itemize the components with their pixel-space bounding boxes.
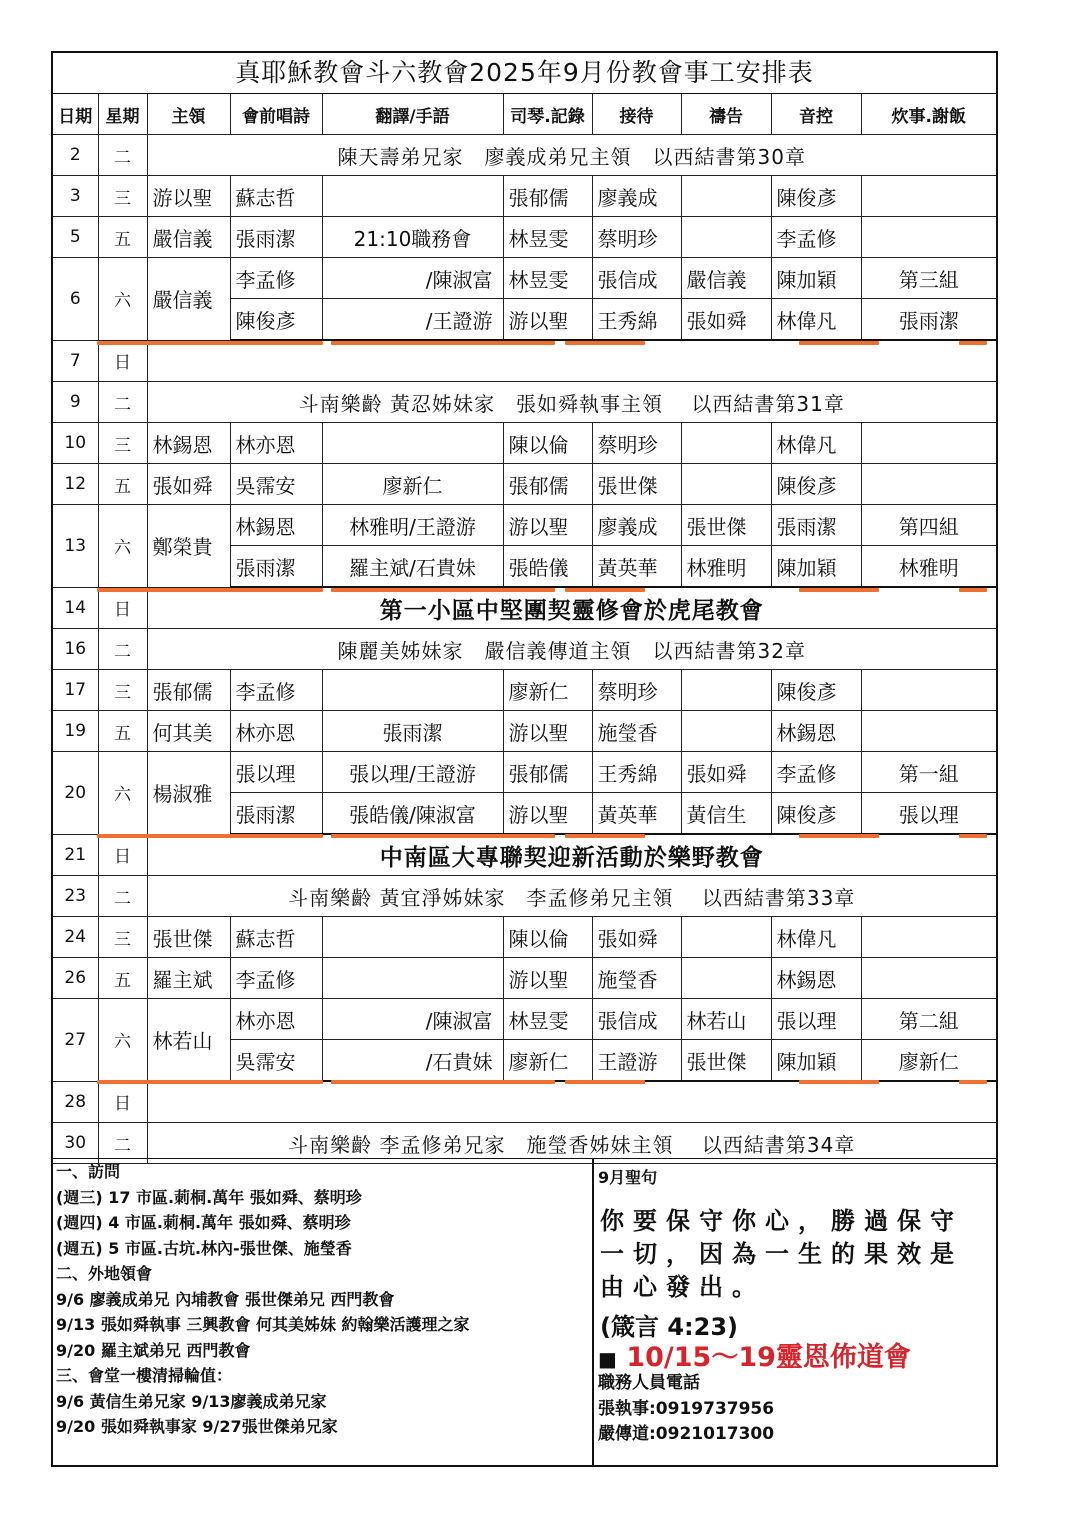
table-row xyxy=(53,1081,996,1123)
usher-cell: 蔡明珍 xyxy=(592,670,681,711)
staff-phone: 嚴傳道:0921017300 xyxy=(598,1424,775,1444)
usher-cell: 施瑩香 xyxy=(592,958,681,999)
table-row xyxy=(53,135,996,176)
table-header-row xyxy=(53,94,996,135)
header-usher: 接待 xyxy=(592,94,681,135)
verse-heading: 9月聖句 xyxy=(598,1168,658,1187)
accent-line xyxy=(959,588,987,592)
accent-line xyxy=(97,834,323,838)
prayer-cell: 林雅明 xyxy=(681,546,771,588)
prayer-cell xyxy=(681,958,771,999)
accent-line xyxy=(97,1080,323,1084)
table-row xyxy=(53,876,996,917)
day-cell: 28 xyxy=(53,1081,98,1123)
leader-cell: 張郁儒 xyxy=(147,670,230,711)
translation-cell: /陳淑富 xyxy=(322,258,503,299)
schedule-table xyxy=(53,94,996,1164)
leader-cell: 何其美 xyxy=(147,711,230,752)
staff-contacts xyxy=(598,1371,774,1448)
meeting-banner: 斗南樂齡 黃宜淨姊妹家 李孟修弟兄主領 以西結書第33章 xyxy=(147,876,996,917)
translation-cell xyxy=(322,423,503,464)
translation-cell: 羅主斌/石貴妹 xyxy=(322,546,503,588)
weekday-cell: 日 xyxy=(98,1081,147,1123)
header-hymn: 會前唱詩 xyxy=(230,94,322,135)
note-line: 9/13 張如舜執事 三興教會 何其美姊妹 約翰樂活護理之家 xyxy=(56,1315,470,1334)
prayer-cell: 張世傑 xyxy=(681,1040,771,1082)
table-row xyxy=(53,958,996,999)
day-cell: 5 xyxy=(53,217,98,258)
translation-cell: 21:10職務會 xyxy=(322,217,503,258)
organ-cell: 游以聖 xyxy=(503,505,592,546)
weekday-cell: 六 xyxy=(98,505,147,588)
usher-cell: 張信成 xyxy=(592,999,681,1040)
sound-cell: 李孟修 xyxy=(771,217,861,258)
weekday-cell: 日 xyxy=(98,834,147,876)
verse-reference: (箴言 4:23) xyxy=(600,1313,738,1341)
notes-heading: 二、外地領會 xyxy=(56,1264,153,1283)
meal-cell: 張雨潔 xyxy=(861,299,996,341)
translation-cell: 張皓儀/陳淑富 xyxy=(322,793,503,835)
verse-panel xyxy=(592,1159,998,1466)
translation-cell: /石貴妹 xyxy=(322,1040,503,1082)
note-line: (週四) 4 市區.莿桐.萬年 張如舜、蔡明珍 xyxy=(56,1213,351,1232)
meal-cell: 廖新仁 xyxy=(861,1040,996,1082)
weekday-cell: 二 xyxy=(98,135,147,176)
revival-text: 10/15～19靈恩佈道會 xyxy=(626,1342,911,1373)
table-row xyxy=(53,587,996,629)
accent-line xyxy=(331,341,555,345)
hymn-cell: 吳霈安 xyxy=(230,464,322,505)
prayer-cell: 黃信生 xyxy=(681,793,771,835)
table-row xyxy=(53,670,996,711)
note-line: 9/6 黃信生弟兄家 9/13廖義成弟兄家 xyxy=(56,1391,327,1411)
weekday-cell: 二 xyxy=(98,876,147,917)
table-row xyxy=(53,340,996,382)
header-date: 日期 xyxy=(53,94,98,135)
translation-cell: 林雅明/王證游 xyxy=(322,505,503,546)
organ-cell: 張皓儀 xyxy=(503,546,592,588)
sound-cell: 林錫恩 xyxy=(771,711,861,752)
translation-cell: /王證游 xyxy=(322,299,503,341)
accent-line xyxy=(799,341,879,345)
sound-cell: 陳俊彥 xyxy=(771,670,861,711)
usher-cell: 王證游 xyxy=(592,1040,681,1082)
table-row xyxy=(53,752,996,793)
hymn-cell: 林亦恩 xyxy=(230,423,322,464)
header-weekday: 星期 xyxy=(98,94,147,135)
hymn-cell: 張雨潔 xyxy=(230,793,322,835)
meal-cell: 林雅明 xyxy=(861,546,996,588)
accent-line xyxy=(565,834,645,838)
sound-cell: 李孟修 xyxy=(771,752,861,793)
leader-cell: 羅主斌 xyxy=(147,958,230,999)
usher-cell: 王秀綿 xyxy=(592,299,681,341)
accent-line xyxy=(799,588,879,592)
sound-cell: 陳加穎 xyxy=(771,546,861,588)
hymn-cell: 蘇志哲 xyxy=(230,176,322,217)
weekday-cell: 六 xyxy=(98,999,147,1082)
table-row xyxy=(53,217,996,258)
weekday-cell: 三 xyxy=(98,423,147,464)
event-banner: 中南區大專聯契迎新活動於樂野教會 xyxy=(147,834,996,876)
sound-cell: 陳俊彥 xyxy=(771,793,861,835)
header-sound: 音控 xyxy=(771,94,861,135)
translation-cell: 張以理/王證游 xyxy=(322,752,503,793)
usher-cell: 蔡明珍 xyxy=(592,423,681,464)
usher-cell: 施瑩香 xyxy=(592,711,681,752)
staff-heading: 職務人員電話 xyxy=(598,1373,700,1393)
sound-cell: 陳俊彥 xyxy=(771,176,861,217)
sound-cell: 張以理 xyxy=(771,999,861,1040)
header-organ: 司琴.記錄 xyxy=(503,94,592,135)
notes-panel xyxy=(56,1159,588,1440)
organ-cell: 游以聖 xyxy=(503,958,592,999)
leader-cell: 嚴信義 xyxy=(147,258,230,341)
leader-cell: 楊淑雅 xyxy=(147,752,230,835)
usher-cell: 黃英華 xyxy=(592,546,681,588)
accent-line xyxy=(565,588,645,592)
prayer-cell xyxy=(681,670,771,711)
note-line: 9/20 羅主斌弟兄 西門教會 xyxy=(56,1340,251,1360)
meal-cell xyxy=(861,917,996,958)
day-cell: 16 xyxy=(53,629,98,670)
weekday-cell: 六 xyxy=(98,752,147,835)
prayer-cell xyxy=(681,176,771,217)
day-cell: 23 xyxy=(53,876,98,917)
note-line: (週三) 17 市區.莿桐.萬年 張如舜、蔡明珍 xyxy=(56,1187,362,1207)
organ-cell: 陳以倫 xyxy=(503,917,592,958)
day-cell: 27 xyxy=(53,999,98,1082)
note-line: 9/20 張如舜執事家 9/27張世傑弟兄家 xyxy=(56,1417,338,1436)
header-meal: 炊事.謝飯 xyxy=(861,94,996,135)
accent-line xyxy=(331,1080,555,1084)
accent-line xyxy=(565,341,645,345)
translation-cell: /陳淑富 xyxy=(322,999,503,1040)
hymn-cell: 林亦恩 xyxy=(230,711,322,752)
note-line: (週五) 5 市區.古坑.林內-張世傑、施瑩香 xyxy=(56,1238,352,1258)
prayer-cell xyxy=(681,217,771,258)
hymn-cell: 張以理 xyxy=(230,752,322,793)
leader-cell: 張世傑 xyxy=(147,917,230,958)
weekday-cell: 五 xyxy=(98,217,147,258)
sound-cell: 陳加穎 xyxy=(771,1040,861,1082)
accent-line xyxy=(97,341,323,345)
sound-cell: 張雨潔 xyxy=(771,505,861,546)
sound-cell: 林偉凡 xyxy=(771,299,861,341)
weekday-cell: 六 xyxy=(98,258,147,341)
day-cell: 10 xyxy=(53,423,98,464)
translation-cell: 廖新仁 xyxy=(322,464,503,505)
accent-line xyxy=(959,834,987,838)
event-banner: 第一小區中堅團契靈修會於虎尾教會 xyxy=(147,587,996,629)
organ-cell: 游以聖 xyxy=(503,711,592,752)
meal-cell: 第三組 xyxy=(861,258,996,299)
meal-cell xyxy=(861,176,996,217)
meeting-banner xyxy=(147,1081,996,1123)
day-cell: 26 xyxy=(53,958,98,999)
meeting-banner xyxy=(147,340,996,382)
prayer-cell: 張世傑 xyxy=(681,505,771,546)
day-cell: 12 xyxy=(53,464,98,505)
weekday-cell: 二 xyxy=(98,1123,147,1164)
leader-cell: 林若山 xyxy=(147,999,230,1082)
meal-cell: 第一組 xyxy=(861,752,996,793)
organ-cell: 林昱雯 xyxy=(503,217,592,258)
weekday-cell: 三 xyxy=(98,917,147,958)
weekday-cell: 五 xyxy=(98,464,147,505)
table-row xyxy=(53,629,996,670)
hymn-cell: 陳俊彥 xyxy=(230,299,322,341)
header-prayer: 禱告 xyxy=(681,94,771,135)
organ-cell: 陳以倫 xyxy=(503,423,592,464)
prayer-cell: 張如舜 xyxy=(681,752,771,793)
translation-cell xyxy=(322,917,503,958)
meal-cell xyxy=(861,464,996,505)
hymn-cell: 蘇志哲 xyxy=(230,917,322,958)
accent-line xyxy=(331,834,555,838)
prayer-cell: 張如舜 xyxy=(681,299,771,341)
organ-cell: 游以聖 xyxy=(503,299,592,341)
translation-cell xyxy=(322,176,503,217)
notes-heading: 一、訪問 xyxy=(56,1162,121,1181)
day-cell: 30 xyxy=(53,1123,98,1164)
usher-cell: 廖義成 xyxy=(592,505,681,546)
meal-cell: 第二組 xyxy=(861,999,996,1040)
day-cell: 14 xyxy=(53,587,98,629)
day-cell: 24 xyxy=(53,917,98,958)
day-cell: 13 xyxy=(53,505,98,588)
table-row xyxy=(53,258,996,299)
usher-cell: 張世傑 xyxy=(592,464,681,505)
meeting-banner: 斗南樂齡 李孟修弟兄家 施瑩香姊妹主領 以西結書第34章 xyxy=(147,1123,996,1164)
weekday-cell: 三 xyxy=(98,670,147,711)
leader-cell: 張如舜 xyxy=(147,464,230,505)
meal-cell xyxy=(861,711,996,752)
hymn-cell: 林錫恩 xyxy=(230,505,322,546)
notes-heading: 三、會堂一樓清掃輪值： xyxy=(56,1366,233,1385)
meeting-banner: 陳天壽弟兄家 廖義成弟兄主領 以西結書第30章 xyxy=(147,135,996,176)
translation-cell xyxy=(322,958,503,999)
day-cell: 2 xyxy=(53,135,98,176)
day-cell: 20 xyxy=(53,752,98,835)
meal-cell xyxy=(861,423,996,464)
square-bullet-icon: ■ xyxy=(598,1347,617,1371)
hymn-cell: 吳霈安 xyxy=(230,1040,322,1082)
accent-line xyxy=(565,1080,645,1084)
prayer-cell xyxy=(681,423,771,464)
organ-cell: 張郁儒 xyxy=(503,464,592,505)
meeting-banner: 斗南樂齡 黃忍姊妹家 張如舜執事主領 以西結書第31章 xyxy=(147,382,996,423)
meal-cell xyxy=(861,217,996,258)
translation-cell xyxy=(322,670,503,711)
accent-line xyxy=(97,588,323,592)
day-cell: 19 xyxy=(53,711,98,752)
prayer-cell xyxy=(681,464,771,505)
organ-cell: 林昱雯 xyxy=(503,999,592,1040)
meal-cell xyxy=(861,670,996,711)
day-cell: 6 xyxy=(53,258,98,341)
revival-announcement xyxy=(598,1335,911,1374)
meeting-banner: 陳麗美姊妹家 嚴信義傳道主領 以西結書第32章 xyxy=(147,629,996,670)
translation-cell: 張雨潔 xyxy=(322,711,503,752)
note-line: 9/6 廖義成弟兄 內埔教會 張世傑弟兄 西門教會 xyxy=(56,1289,395,1309)
usher-cell: 張如舜 xyxy=(592,917,681,958)
table-row xyxy=(53,176,996,217)
verse-text: 你要保守你心，勝過保守一切，因為一生的果效是由心發出。 xyxy=(600,1207,963,1301)
hymn-cell: 李孟修 xyxy=(230,258,322,299)
page-title: 真耶穌教會斗六教會2025年9月份教會事工安排表 xyxy=(53,53,996,94)
sound-cell: 陳俊彥 xyxy=(771,464,861,505)
day-cell: 7 xyxy=(53,340,98,382)
usher-cell: 王秀綿 xyxy=(592,752,681,793)
organ-cell: 廖新仁 xyxy=(503,670,592,711)
organ-cell: 張郁儒 xyxy=(503,176,592,217)
header-leader: 主領 xyxy=(147,94,230,135)
usher-cell: 蔡明珍 xyxy=(592,217,681,258)
accent-line xyxy=(799,1080,879,1084)
sound-cell: 陳加穎 xyxy=(771,258,861,299)
leader-cell: 林錫恩 xyxy=(147,423,230,464)
meal-cell xyxy=(861,958,996,999)
sound-cell: 林偉凡 xyxy=(771,423,861,464)
day-cell: 21 xyxy=(53,834,98,876)
hymn-cell: 李孟修 xyxy=(230,670,322,711)
meal-cell: 張以理 xyxy=(861,793,996,835)
prayer-cell: 林若山 xyxy=(681,999,771,1040)
day-cell: 17 xyxy=(53,670,98,711)
accent-line xyxy=(959,1080,987,1084)
leader-cell: 游以聖 xyxy=(147,176,230,217)
prayer-cell: 嚴信義 xyxy=(681,258,771,299)
weekday-cell: 五 xyxy=(98,958,147,999)
sound-cell: 林偉凡 xyxy=(771,917,861,958)
table-row xyxy=(53,382,996,423)
weekday-cell: 五 xyxy=(98,711,147,752)
staff-phone: 張執事:0919737956 xyxy=(598,1398,775,1419)
table-row xyxy=(53,999,996,1040)
table-row xyxy=(53,423,996,464)
usher-cell: 黃英華 xyxy=(592,793,681,835)
day-cell: 3 xyxy=(53,176,98,217)
sound-cell: 林錫恩 xyxy=(771,958,861,999)
prayer-cell xyxy=(681,711,771,752)
organ-cell: 林昱雯 xyxy=(503,258,592,299)
hymn-cell: 李孟修 xyxy=(230,958,322,999)
prayer-cell xyxy=(681,917,771,958)
table-row xyxy=(53,464,996,505)
table-row xyxy=(53,505,996,546)
hymn-cell: 林亦恩 xyxy=(230,999,322,1040)
weekday-cell: 二 xyxy=(98,382,147,423)
table-row xyxy=(53,917,996,958)
accent-line xyxy=(959,341,987,345)
usher-cell: 張信成 xyxy=(592,258,681,299)
weekday-cell: 日 xyxy=(98,587,147,629)
weekday-cell: 日 xyxy=(98,340,147,382)
footer-section xyxy=(53,1158,996,1466)
leader-cell: 鄭榮貴 xyxy=(147,505,230,588)
weekday-cell: 二 xyxy=(98,629,147,670)
organ-cell: 張郁儒 xyxy=(503,752,592,793)
table-row xyxy=(53,711,996,752)
accent-line xyxy=(331,588,555,592)
table-row xyxy=(53,834,996,876)
accent-line xyxy=(799,834,879,838)
leader-cell: 嚴信義 xyxy=(147,217,230,258)
usher-cell: 廖義成 xyxy=(592,176,681,217)
organ-cell: 廖新仁 xyxy=(503,1040,592,1082)
hymn-cell: 張雨潔 xyxy=(230,546,322,588)
meal-cell: 第四組 xyxy=(861,505,996,546)
schedule-sheet xyxy=(51,51,998,1467)
day-cell: 9 xyxy=(53,382,98,423)
weekday-cell: 三 xyxy=(98,176,147,217)
hymn-cell: 張雨潔 xyxy=(230,217,322,258)
header-translation: 翻譯/手語 xyxy=(322,94,503,135)
organ-cell: 游以聖 xyxy=(503,793,592,835)
